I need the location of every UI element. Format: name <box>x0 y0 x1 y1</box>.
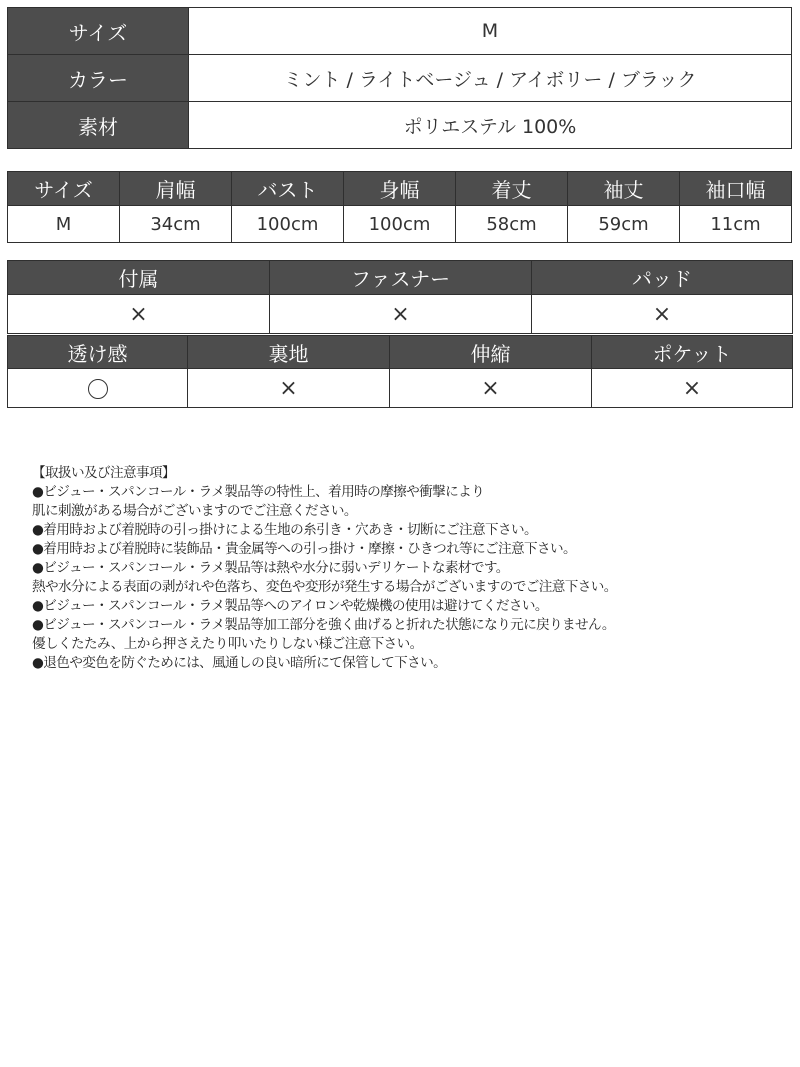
basic-info-label-color: カラー <box>8 55 189 102</box>
table-row <box>8 369 793 408</box>
feature-value-stretch: × <box>390 369 592 408</box>
basic-info-value-color: ミント / ライトベージュ / アイボリー / ブラック <box>189 55 792 102</box>
list-item: 優しくたたみ、上から押さえたり叩いたりしない様ご注意下さい。 <box>32 636 423 652</box>
basic-info-value-size: M <box>189 8 792 55</box>
list-item: ●ビジュー・スパンコール・ラメ製品等の特性上、着用時の摩擦や衝撃により <box>32 484 485 500</box>
size-table <box>7 171 792 243</box>
feature-value-pocket: × <box>592 369 793 408</box>
size-header-bust: バスト <box>232 172 344 206</box>
size-table-header-row <box>8 172 792 206</box>
size-cell: M <box>8 206 120 243</box>
size-header-shoulder: 肩幅 <box>120 172 232 206</box>
features-table-2 <box>7 335 793 408</box>
list-item: ●ビジュー・スパンコール・ラメ製品等は熱や水分に弱いデリケートな素材です。 <box>32 560 509 576</box>
list-item: ●退色や変色を防ぐためには、風通しの良い暗所にて保管して下さい。 <box>32 655 447 671</box>
feature-header-pad: パッド <box>532 261 793 295</box>
size-cell: 34cm <box>120 206 232 243</box>
feature-header-stretch: 伸縮 <box>390 336 592 369</box>
table-row <box>8 295 793 334</box>
feature-value-sheerness <box>8 369 188 408</box>
feature-header-accessories: 付属 <box>8 261 270 295</box>
size-header-body-width: 身幅 <box>344 172 456 206</box>
feature-value-accessories: × <box>8 295 270 334</box>
feature-header-sheerness: 透け感 <box>8 336 188 369</box>
size-header-cuff-width: 袖口幅 <box>680 172 792 206</box>
circle-mark-icon <box>88 379 108 399</box>
feature-value-pad: × <box>532 295 793 334</box>
size-cell: 100cm <box>232 206 344 243</box>
basic-info-row-material <box>8 102 792 149</box>
feature-value-lining: × <box>188 369 390 408</box>
size-cell: 100cm <box>344 206 456 243</box>
care-notes-title: 【取扱い及び注意事項】 <box>32 465 175 481</box>
feature-header-zipper: ファスナー <box>270 261 532 295</box>
list-item: 肌に刺激がある場合がございますのでご注意ください。 <box>32 503 357 519</box>
feature-header-lining: 裏地 <box>188 336 390 369</box>
basic-info-label-size: サイズ <box>8 8 189 55</box>
table-row <box>8 206 792 243</box>
list-item: ●ビジュー・スパンコール・ラメ製品等加工部分を強く曲げると折れた状態になり元に戻りません。 <box>32 617 615 633</box>
features-1-header-row <box>8 261 793 295</box>
feature-header-pocket: ポケット <box>592 336 793 369</box>
size-header-length: 着丈 <box>456 172 568 206</box>
basic-info-row-color <box>8 55 792 102</box>
basic-info-value-material: ポリエステル 100% <box>189 102 792 149</box>
size-header-sleeve-length: 袖丈 <box>568 172 680 206</box>
list-item: 熱や水分による表面の剥がれや色落ち、変色や変形が発生する場合がございますのでご注意下さい。 <box>32 579 617 595</box>
size-header-size: サイズ <box>8 172 120 206</box>
care-notes <box>32 464 792 673</box>
size-cell: 58cm <box>456 206 568 243</box>
size-cell: 59cm <box>568 206 680 243</box>
size-cell: 11cm <box>680 206 792 243</box>
feature-value-sheerness-text <box>108 376 109 377</box>
feature-value-zipper: × <box>270 295 532 334</box>
basic-info-label-material: 素材 <box>8 102 189 149</box>
basic-info-table <box>7 7 792 149</box>
basic-info-row-size <box>8 8 792 55</box>
list-item: ●ビジュー・スパンコール・ラメ製品等へのアイロンや乾燥機の使用は避けてください。 <box>32 598 548 614</box>
features-table-1 <box>7 260 793 334</box>
list-item: ●着用時および着脱時に装飾品・貴金属等への引っ掛け・摩擦・ひきつれ等にご注意下さい。 <box>32 541 577 557</box>
list-item: ●着用時および着脱時の引っ掛けによる生地の糸引き・穴あき・切断にご注意下さい。 <box>32 522 538 538</box>
features-2-header-row <box>8 336 793 369</box>
